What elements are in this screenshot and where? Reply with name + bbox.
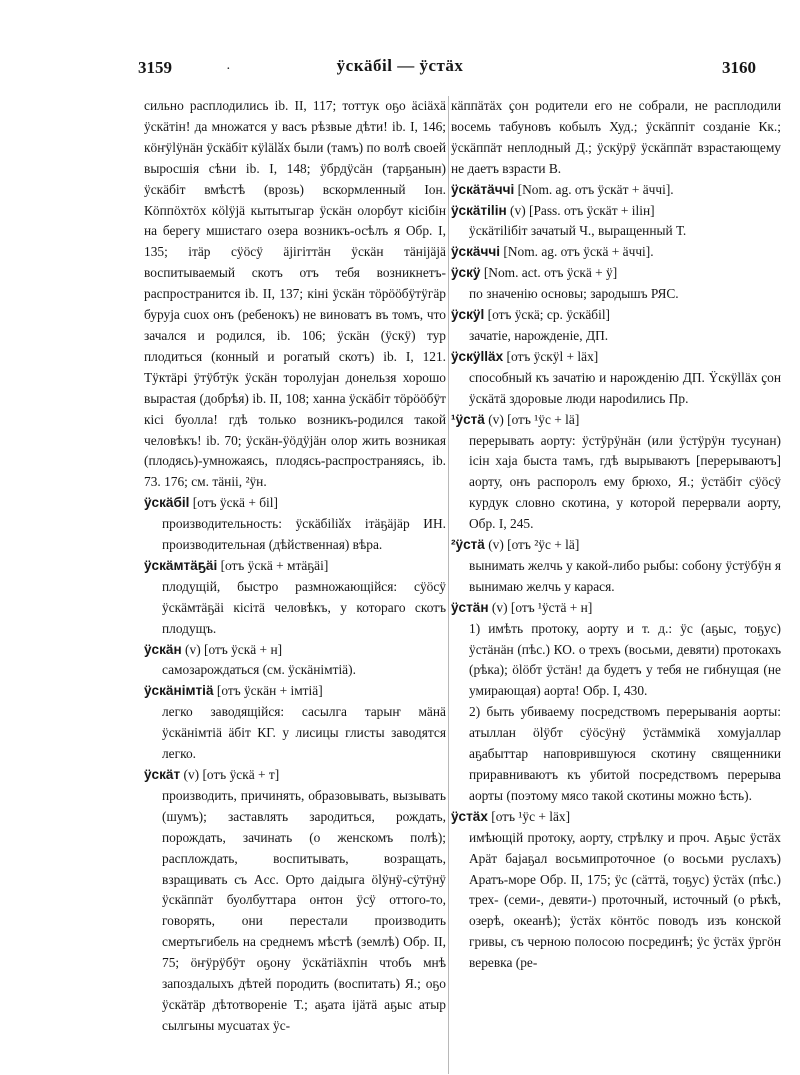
dictionary-entry: [451, 180, 781, 201]
entry-definition: самозарождаться (см. ÿскäнiмтiä).: [162, 662, 356, 678]
right-column: [451, 96, 781, 974]
entry-headword: ¹ÿстä: [451, 411, 485, 427]
entry-headword: ÿскäнiмтiä: [144, 683, 214, 699]
dictionary-entry: [451, 807, 781, 974]
entry-definition: вынимать желчь у какой-либо рыбы: собону ÿстÿбÿн я вынимаю желчь у карася.: [469, 557, 781, 594]
entry-etymology: [Nom. ag. отъ ÿскä + äччi].: [500, 244, 654, 260]
dictionary-entry: [451, 201, 781, 243]
dictionary-entry: [451, 242, 781, 263]
entry-etymology: [отъ ÿскä + бil]: [189, 495, 278, 511]
entry-etymology: [отъ ÿскä; ср. ÿскäбil]: [484, 307, 611, 323]
page-number-right: 3160: [722, 58, 756, 77]
dictionary-entry: [144, 765, 446, 1037]
continuation-text: кäппäтäх ҫон родители его не собрали, не расплодили восемь табуновъ кобылъ Худ.; ÿскäппiт созданіе Кк.; ÿскäппäт неплодный Д.; ÿскÿрÿ ÿскäппäт взрастающему не даетъ взрасти В.: [451, 98, 781, 176]
entry-etymology: (v) [отъ ²ÿс + lä]: [484, 537, 580, 553]
entry-headword: ²ÿстä: [451, 537, 485, 553]
running-title: ÿскäбіl — ÿстäх: [336, 56, 464, 75]
continuation-text: сильно расплодились ib. II, 117; тоттук оҕо äсiäхä ÿскäтiн! да множатся у васъ рѣзвые дѣти! ib. I, 146; кöҥÿlÿнäн ÿскäбiт кÿlälӑх были (тамъ) по волѣ своей выросшiя сѣни ib. I, 148; ÿбрдÿсäн (тарҕанын) ÿскäбiт вмѣстѣ (врозь) вскормленный Іон. Кöппöхтöх кölÿјä кытытыгар ÿскäн олорбут кiсiбiн на берегу мшистаго озера возникъ-осѣлъ я Обр. I, 135; iтäр сÿöсÿ äјiгiттäн ÿскäн тäнiјäјä воспитываемый скотъ отъ тебя возникнетъ-распространится ib. II, 137; кiнi ÿскäн тöрööбÿтÿгäр буруја сuох онъ (ребенокъ) не виноватъ въ томъ, что зачался и родился, ib. 106; ÿскäн (ÿскÿ) тур плодиться (конный и рогатый скотъ) ib. I, 121. Тÿктäрi ÿтÿбтÿк ÿскäн торолујан донельзя хорошо вырастая (добрѣя) ib. II, 108; ханна ÿскäбiт тöрööбÿт кiсi буолла! гдѣ только возникъ-родился такой человѣкъ! ib. 70; ÿскäн-ÿöдÿјäн олор жить возникая (плодясь)-умножаясь, плодясь-распространяясь, ib. 73. 176; см. тäнii, ²ÿн.: [144, 98, 446, 490]
entry-definition: способный къ зачатію и нарожденію ДП. Ÿскÿlläх ҫон ÿскäтä здоровые люди нарodились Пр.: [469, 369, 781, 406]
entry-headword: ÿскäт: [144, 767, 181, 782]
header-dot: ·: [226, 62, 231, 77]
entry-headword: ÿстäн: [451, 599, 489, 615]
entry-headword: ÿскäбil: [144, 495, 190, 511]
entry-headword: ÿскäтiliн: [451, 202, 507, 218]
page-header: [0, 48, 800, 88]
entry-headword: ÿстäх: [451, 808, 488, 824]
dictionary-entry: [451, 263, 781, 305]
entry-definition: перерывать аорту: ÿстÿрÿнäн (или ÿстÿрÿн тусунан) iсiн хаjа быста тамъ, гдѣ вырываютъ [перерываютъ] аорту, онъ распоролъ ему брюхо, Я.; ÿстäбiт сÿöсÿ курдук словно скотина, у которой перервали аорту, Обр. I, 245.: [469, 432, 781, 532]
column-divider: [448, 96, 449, 1074]
entry-headword: ÿскäн: [144, 641, 182, 657]
entry-headword: ÿскäччi: [451, 244, 501, 260]
entry-etymology: [отъ ÿскä + мтäҕäi]: [217, 557, 329, 573]
entry-definition: производительность: ÿскäбiliӑх iтäҕäјäр ИН. производительная (дѣйственная) вѣра.: [162, 516, 446, 553]
entry-etymology: (v) [отъ ¹ÿстä + н]: [488, 599, 593, 615]
entry-headword: ÿскÿl: [451, 307, 485, 323]
entry-etymology: (v) [отъ ÿскä + н]: [181, 641, 283, 657]
page-number-left: 3159: [138, 58, 172, 77]
entry-etymology: [Nom. ag. отъ ÿскäт + äччi].: [514, 181, 674, 197]
entry-definition: легко заводящiйся: сасылга тарыҥ мäнä ÿскäнiмтiä äбiт КГ. у лисицы глисты заводятся легко.: [162, 704, 446, 762]
entry-definition: ÿскäтiliбiт зачатый Ч., выращенный Т.: [469, 223, 687, 239]
entry-definition: зачатіе, нарожденіе, ДП.: [469, 327, 609, 343]
entry-etymology: (v) [отъ ÿскä + т]: [180, 767, 280, 782]
dictionary-entry: [451, 410, 781, 535]
entry-etymology: [отъ ÿскÿl + läх]: [503, 348, 599, 364]
dictionary-entry: [451, 347, 781, 410]
left-column: [144, 96, 446, 1037]
sense-paragraph: 2) быть убиваему посредствомъ перерыванія аорты: атыллан ölÿбт сÿöсÿнÿ ÿстäммiкä хомуjаллар аҕабыттар наповрившуюся скотину священники приравниваютъ къ убитой посредствомъ перерыва аорты (поэтому мясо такой скотины можно ѣсть).: [469, 704, 781, 803]
dictionary-entry: [144, 681, 446, 765]
entry-headword: ÿскÿlläх: [451, 348, 504, 364]
sense-paragraph: 1) имѣть протоку, аорту и т. д.: ÿс (аҕыс, тоҕус) ÿстäнäн (пѣс.) КО. о трехъ (восьми, девяти) протокахъ (рѣка); ölöбт ÿстäн! да будетъ у тебя не гибнущая (не умирающая) аорта! Обр. I, 430.: [469, 620, 781, 699]
entry-etymology: [отъ ÿскäн + iмтiä]: [213, 683, 323, 699]
dictionary-entry: [144, 493, 446, 556]
entry-etymology: (v) [Pass. отъ ÿскäт + iliн]: [506, 202, 655, 218]
dictionary-entry: [451, 535, 781, 598]
dictionary-entry: [144, 640, 446, 682]
entry-headword: ÿскäтäччi: [451, 181, 515, 197]
dictionary-entry: [451, 305, 781, 347]
entry-headword: ÿскäмтäҕäi: [144, 557, 218, 573]
entry-definition: имѣющій протоку, аорту, стрѣлку и проч. Аҕыс ÿстäх Арäт баjаҕал восьмипроточное (о восьми руслахъ) Аратъ-море Обр. II, 175; ÿс (сäттä, тоҕус) ÿстäх (пѣс.) трех- (семи-, девяти-) проточный, источный (о рѣкѣ, озерѣ, океанѣ); ÿстäх кöнтöс поводъ изъ конской гривы, съ черною полосою посрединѣ; ÿс ÿстäх ÿргöн веревка (ре-: [469, 829, 781, 971]
entry-definition: производить, причинять, образовывать, вызывать (шумъ); заставлять зародиться, рождать, порождать, зачинать (о женскомъ полѣ); расплождать, воспитывать, возращать, взращивать съ Acc. Орто даiдыга ölÿнÿ-сÿтÿнÿ ÿскäппäт буолбуттара онтон ÿсÿ оттого-то, говорять, они перестали производить смертьгибель на среднемъ мѣстѣ (землѣ) Обр. II, 75; öҥÿрÿбÿт оҕону ÿскäтiäхпiн чтобъ мнѣ запоздалыхъ дѣтей породить (воспитать) Я.; оҕо ÿскäтäр дѣтотвореніе Т.; аҕата iјäтä аҕыс атыр сылгыны мусuатах ÿс-: [162, 787, 446, 1033]
entry-etymology: [отъ ¹ÿс + läх]: [487, 808, 571, 824]
entry-etymology: (v) [отъ ¹ÿс + lä]: [484, 411, 580, 427]
entry-definition: плодущiй, быстро размножающiйся: сÿöсÿ ÿскäмтäҕäi кiсiтä человѣкъ, у котораго скотъ плодущъ.: [162, 578, 446, 636]
dictionary-entry: [451, 598, 781, 619]
entry-definition: по значенію основы; зародышъ РЯС.: [469, 286, 679, 302]
entry-etymology: [Nom. act. отъ ÿскä + ÿ]: [480, 265, 618, 281]
entry-headword: ÿскÿ: [451, 265, 481, 281]
dictionary-entry: [144, 556, 446, 640]
